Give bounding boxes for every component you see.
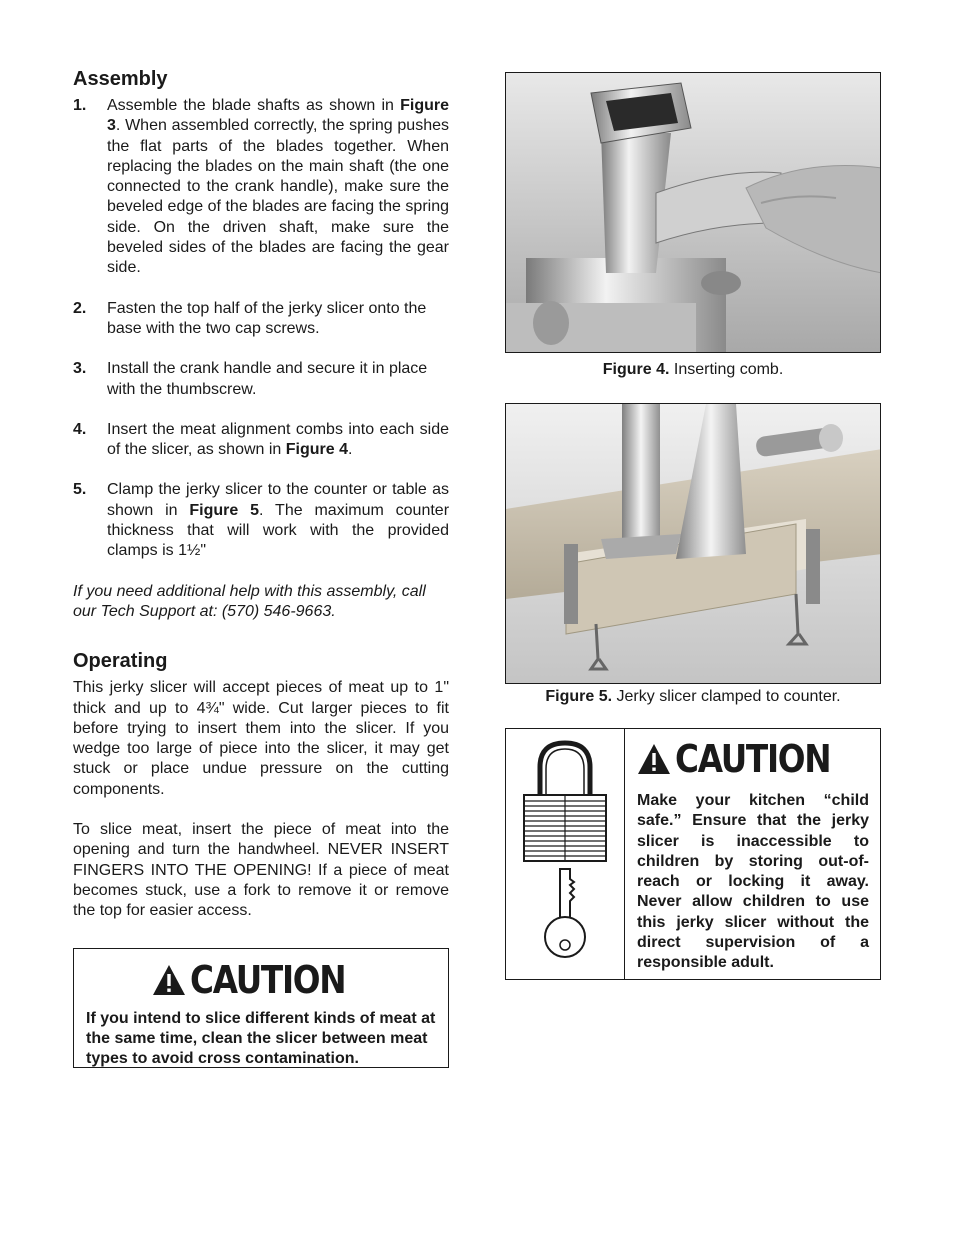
figure-4-photo	[505, 72, 881, 353]
figure-label: Figure 4.	[602, 361, 670, 378]
figure-reference: Figure 4	[285, 441, 348, 459]
figure-reference: Figure 3	[107, 97, 449, 135]
figure-4-caption	[505, 361, 881, 379]
padlock-icon	[506, 729, 624, 978]
caution-text: Make your kitchen “child safe.” Ensure that the jerky slicer is inaccessible to children by storing out-of-reach or locking it away. Never allow children to use this jerky slicer without the direct supervision of a responsible adult.	[637, 792, 869, 972]
comb-insertion-photo	[506, 73, 881, 353]
figure-caption-text: Inserting comb.	[673, 361, 784, 378]
caution-box-cross-contamination	[73, 948, 449, 1068]
assembly-step-3	[73, 359, 449, 400]
right-column	[505, 72, 881, 980]
caution-header	[637, 729, 869, 787]
step-text: Fasten the top half of the jerky slicer onto the base with the two cap screws.	[107, 299, 427, 337]
clamped-slicer-photo	[506, 404, 881, 684]
caution-box-child-safe	[505, 728, 881, 980]
caution-header	[86, 949, 436, 1007]
operating-paragraph-1: This jerky slicer will accept pieces of meat up to 1" thick and up to 4¾" wide. Cut larger pieces to fit before trying to insert them into the slicer. If you wedge too large of piece into the slicer, it may get stuck or place undue pressure on the cutting components.	[73, 679, 449, 798]
assembly-heading: Assembly	[73, 68, 168, 90]
step-number: 1.	[73, 97, 87, 114]
caution-text: If you intend to slice different kinds of meat at the same time, clean the slicer between meat types to avoid cross contamination.	[86, 1009, 436, 1068]
padlock-key-illustration	[506, 729, 625, 979]
caution-title: CAUTION	[189, 957, 346, 1002]
step-number: 5.	[73, 481, 87, 499]
figure-5-caption	[505, 688, 881, 706]
figure-5-photo	[505, 403, 881, 684]
figure-reference: Figure 5	[189, 501, 260, 519]
operating-heading: Operating	[73, 650, 168, 673]
step-text: Install the crank handle and secure it in place with the thumbscrew.	[107, 360, 428, 398]
warning-triangle-icon	[152, 964, 186, 996]
assembly-step-1	[73, 96, 449, 279]
figure-caption-text: Jerky slicer clamped to counter.	[616, 688, 841, 705]
step-number: 3.	[73, 360, 87, 378]
tech-support-note: If you need additional help with this assembly, call our Tech Support at: (570) 546-9663.	[73, 582, 426, 620]
caution-title: CAUTION	[675, 737, 831, 781]
assembly-step-5	[73, 480, 449, 561]
operating-paragraph-2: To slice meat, insert the piece of meat into the opening and turn the handwheel. NEVER INSERT FINGERS INTO THE OPENING! If a piece of meat becomes stuck, use a fork to remove it or remove the top for easier access.	[73, 821, 449, 920]
step-number: 2.	[73, 299, 87, 317]
step-text: Assemble the blade shafts as shown in Figure 3. When assembled correctly, the spring pushes the flat parts of the blades together. When replacing the blades on the main shaft (the one connected to the crank handle), make sure the beveled edge of the blades are facing the spring side. On the driven shaft, make sure the beveled sides of the blades are facing the gear side.	[107, 97, 449, 277]
left-column	[73, 66, 449, 1068]
key-icon	[545, 869, 585, 957]
figure-label: Figure 5.	[545, 688, 613, 705]
step-text: Clamp the jerky slicer to the counter or table as shown in Figure 5. The maximum counter thickness that will work with the provided clamps is 1½"	[107, 481, 450, 560]
assembly-step-2	[73, 299, 449, 340]
warning-triangle-icon	[637, 743, 671, 775]
step-text: Insert the meat alignment combs into each side of the slicer, as shown in Figure 4.	[107, 420, 449, 459]
assembly-step-4	[73, 420, 449, 461]
step-number: 4.	[73, 420, 87, 438]
caution-content	[625, 729, 880, 979]
